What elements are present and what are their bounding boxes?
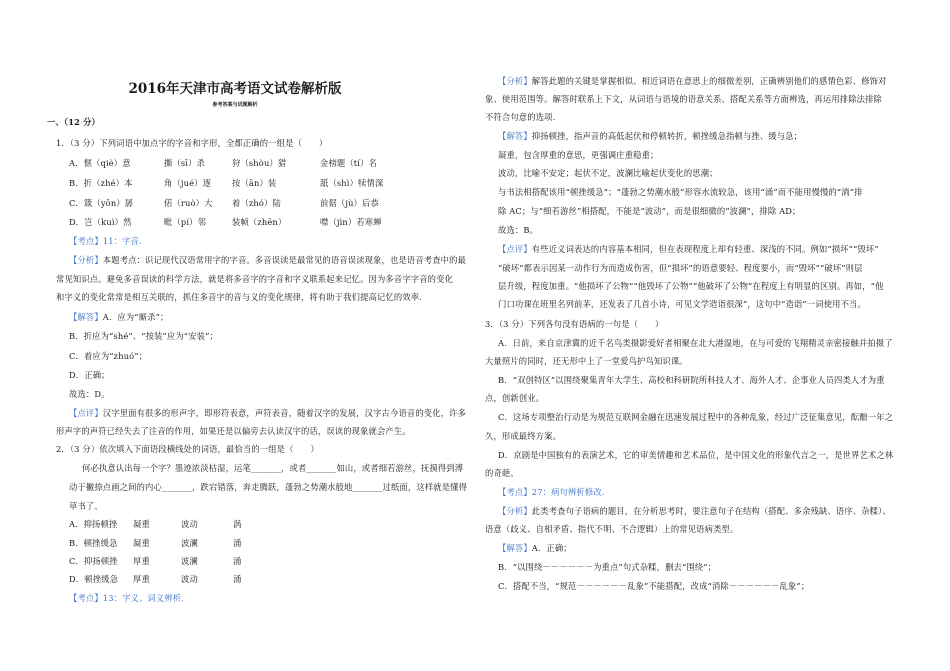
option-cell: B．折（zhé）本 (69, 178, 133, 188)
option-cell: 毗（pí）邻 (164, 217, 207, 227)
q3-option-line: 大量照片的同时，还无形中上了一堂爱鸟护鸟知识课。 (485, 356, 688, 366)
q2-jieda-line: 故选：B。 (498, 225, 539, 235)
q1-jieda-line: B．折应为“shé”、“按装”应为“安装”； (69, 331, 218, 341)
q1-jieda-line: 【解答】A．应为“厮杀”； (69, 312, 169, 322)
option-cell: C．箴（yōn）孱 (69, 198, 134, 208)
q3-jieda-line: 【解答】A．正确； (498, 543, 572, 553)
q2-option-a (69, 518, 241, 530)
q2-dianping-line: 【点评】有些近义词表达的内容基本相同，但在表现程度上却有轻重、深浅的不同。例如“损坏”“毁坏” (498, 244, 879, 254)
option-cell: B．顿挫缓急 (69, 538, 118, 548)
option-cell: A．抑扬顿挫 (69, 519, 118, 529)
option-cell: D．顿挫缓急 (69, 574, 119, 584)
option-cell: D．岂（kuì）然 (69, 217, 132, 227)
q2-passage-line: 草书了。 (69, 501, 103, 511)
q3-jieda-line: B．“以围绕－－－－－－为重点”句式杂糅，删去“围绕”； (498, 562, 717, 572)
option-cell: 撕（sī）杀 (164, 158, 205, 168)
q2-fenxi-line: 不符合句意的选项. (485, 112, 556, 122)
q2-fenxi-line: 象、使用范围等。解答时联系上下文，从词语与语境的语意关系、搭配关系等方面辨选，再运用排除法排除 (485, 94, 883, 104)
q1-option-b (69, 177, 383, 189)
q3-fenxi-line: 【分析】此类考查句子语病的题目，在分析思考时，要注意句子在结构（搭配、多余残缺、语序、杂糅）、 (498, 506, 891, 516)
q1-stem: 1．（3 分）下列词语中加点字的字音和字形，全都正确的一组是（ ） (56, 138, 328, 148)
q2-dianping-line: “破坏”都表示因某一动作行为而造成伤害，但“损坏”的语意要轻、程度要小，而“毁坏”“破坏”则层 (498, 263, 863, 273)
option-cell: 涌 (233, 574, 242, 584)
q2-kaodian: 【考点】13：字义、词义辨析. (69, 593, 185, 603)
q2-option-c (69, 555, 241, 567)
section-tag: 【分析】 (498, 506, 532, 516)
q1-option-a (69, 157, 377, 169)
q3-option-line: D．京剧是中国独有的表演艺术，它的审美情趣和艺术品位，是中国文化的形象代言之一，是世界艺术之林 (498, 450, 894, 460)
q2-passage-line: 何必执意认出每一个字？墨迹浓淡枯湿，运笔_______，或者_______如山，或者细若游丝，抚摸得到溥 (82, 463, 464, 473)
q3-option-line: 点，创新创业。 (485, 393, 545, 403)
section-heading: 一、（12 分） (47, 117, 100, 127)
option-cell: 凝重 (133, 519, 150, 529)
q2-passage-line: 动于撇捺点画之间的内心_______，跌宕错落，奔走腾跃，蓬勃之势潮水般地_______过纸面，这样就是懂得 (69, 482, 468, 492)
option-cell: 装帧（zhēn） (232, 217, 287, 227)
option-cell: 噤（jìn）若寒蝉 (320, 217, 382, 227)
q3-option-line: A．日前，来自京津冀的近千名鸟类摄影爱好者相聚在北大港湿地，在与可爱的飞翔精灵亲密接触并拍摄了 (498, 338, 893, 348)
option-cell: 角（jué）逐 (164, 178, 212, 188)
q2-jieda-line: 与书法相搭配该用“顿挫缓急”；“蓬勃之势潮水般”形容水流较急，该用“涌”而不能用慢慢的“淌”排 (498, 187, 863, 197)
q2-dianping-line: 门口功课在班里名列前茅，还发表了几首小诗，可见文学造诣很深”，这句中“造诣”一词使用不当。 (498, 299, 866, 309)
option-cell: 金榜题（tí）名 (320, 158, 377, 168)
q1-fenxi-line: 【分析】本题考点：识记现代汉语常用字的字音。多音误读是最常见的语音误读现象，也是语音考查中的最 (69, 255, 467, 265)
q2-jieda-line: 凝重，包含厚重的意思，更强调庄重稳重； (498, 150, 659, 160)
option-cell: 狩（shòu）猎 (232, 158, 287, 168)
option-cell: 涌 (233, 556, 242, 566)
q2-dianping-line: 层升级，程度加重。“他损坏了公物”“他毁坏了公物”“他破坏了公物”在程度上有明显的区别。再如，“他 (498, 281, 884, 291)
q2-option-d (69, 573, 241, 585)
section-tag: 【分析】 (69, 255, 103, 265)
section-tag: 【解答】 (498, 131, 532, 141)
q1-kaodian: 【考点】11：字音. (69, 236, 142, 246)
q3-option-line: B．“双创特区”以围绕聚集青年大学生、高校和科研院所科技人才、海外人才、企事业人员四类人才为重 (498, 375, 885, 385)
option-cell: 舐（shì）犊情深 (320, 178, 384, 188)
q2-option-b (69, 537, 241, 549)
section-tag: 【点评】 (69, 408, 103, 418)
option-cell: 涡 (233, 519, 242, 529)
q1-dianping-line: 形声字的声符已经失去了注音的作用，如果还是以偏旁去认读汉字的话，误读的现象就会产生。 (56, 426, 411, 436)
option-cell: A．惬（qiè）意 (69, 158, 131, 168)
section-tag: 【解答】 (498, 543, 532, 553)
option-cell: 厚重 (133, 574, 150, 584)
q3-jieda-line: C．搭配不当，“规范－－－－－－乱象”不能搭配，改成“消除－－－－－－乱象”； (498, 581, 810, 591)
q2-jieda-line: 波动，比喻不安定；起伏不定，波澜比喻起伏变化的思潮； (498, 168, 718, 178)
q2-jieda-line: 【解答】抑扬顿挫，指声音的高低起伏和停顿转折，顿挫缓急指顿与挫、缓与急； (498, 131, 803, 141)
q1-jieda-line: C．着应为“zhuó”； (69, 351, 148, 361)
q3-option-line: 久，形成最终方案。 (485, 431, 562, 441)
q1-fenxi-line: 常见知识点。避免多音误读的科学方法，就是将多音字的字音和字义联系起来记忆。因为多音字字音的变化 (56, 274, 454, 284)
q1-jieda-line: 故选：D。 (69, 389, 110, 399)
option-cell: 前倨（jù）后恭 (320, 198, 379, 208)
option-cell: 凝重 (133, 538, 150, 548)
section-tag: 【解答】 (69, 312, 103, 322)
q3-option-line: C．这场专项整治行动是为规范互联网金融在迅速发展过程中的各种乱象，经过广泛征集意见，酝酿一年之 (498, 412, 894, 422)
q3-option-line: 的奇葩。 (485, 468, 519, 478)
q1-option-c (69, 197, 379, 209)
option-cell: 着（zhó）陆 (232, 198, 281, 208)
option-cell: 波澜 (181, 556, 198, 566)
q1-dianping-line: 【点评】汉字里面有很多的形声字，即形符表意，声符表音，随着汉字的发展，汉字古今语音的变化，许多 (69, 408, 467, 418)
page-title: 2016年天津市高考语文试卷解析版 (128, 81, 342, 97)
option-cell: 波澜 (181, 538, 198, 548)
q2-jieda-line: 除 AC；与“细若游丝”相搭配，不能是“波动”，而是很细微的“波澜”，排除 AD； (498, 206, 801, 216)
option-cell: 按（ān）装 (232, 178, 277, 188)
q3-fenxi-line: 语意（歧义、自相矛盾、指代不明、不合逻辑）上的常见语病类型。 (485, 524, 739, 534)
section-tag: 【分析】 (498, 76, 532, 86)
section-tag: 【点评】 (498, 244, 532, 254)
q1-option-d (69, 216, 382, 228)
page-subtitle: 参考答案与试题解析 (212, 102, 258, 108)
option-cell: 偌（ruò）大 (164, 198, 213, 208)
option-cell: C．抑扬顿挫 (69, 556, 118, 566)
option-cell: 波动 (181, 519, 198, 529)
q1-fenxi-line: 和字义的变化常常是相互关联的，抓住多音字的音与义的变化规律，将有助于我们提高记忆的效率. (56, 292, 423, 302)
option-cell: 波动 (181, 574, 198, 584)
q3-kaodian: 【考点】27：病句辨析修改. (498, 487, 605, 497)
option-cell: 厚重 (133, 556, 150, 566)
q2-fenxi-line: 【分析】解答此题的关键是掌握相似、相近词语在意思上的细微差别，正确辨别他们的感情色彩、修饰对 (498, 76, 887, 86)
option-cell: 涌 (233, 538, 242, 548)
q3-stem: 3．（3 分）下列各句没有语病的一句是（ ） (485, 319, 664, 329)
q2-stem: 2．（3 分）依次填入下面语段横线处的词语，最恰当的一组是（ ） (56, 444, 319, 454)
q1-jieda-line: D．正确； (69, 370, 110, 380)
